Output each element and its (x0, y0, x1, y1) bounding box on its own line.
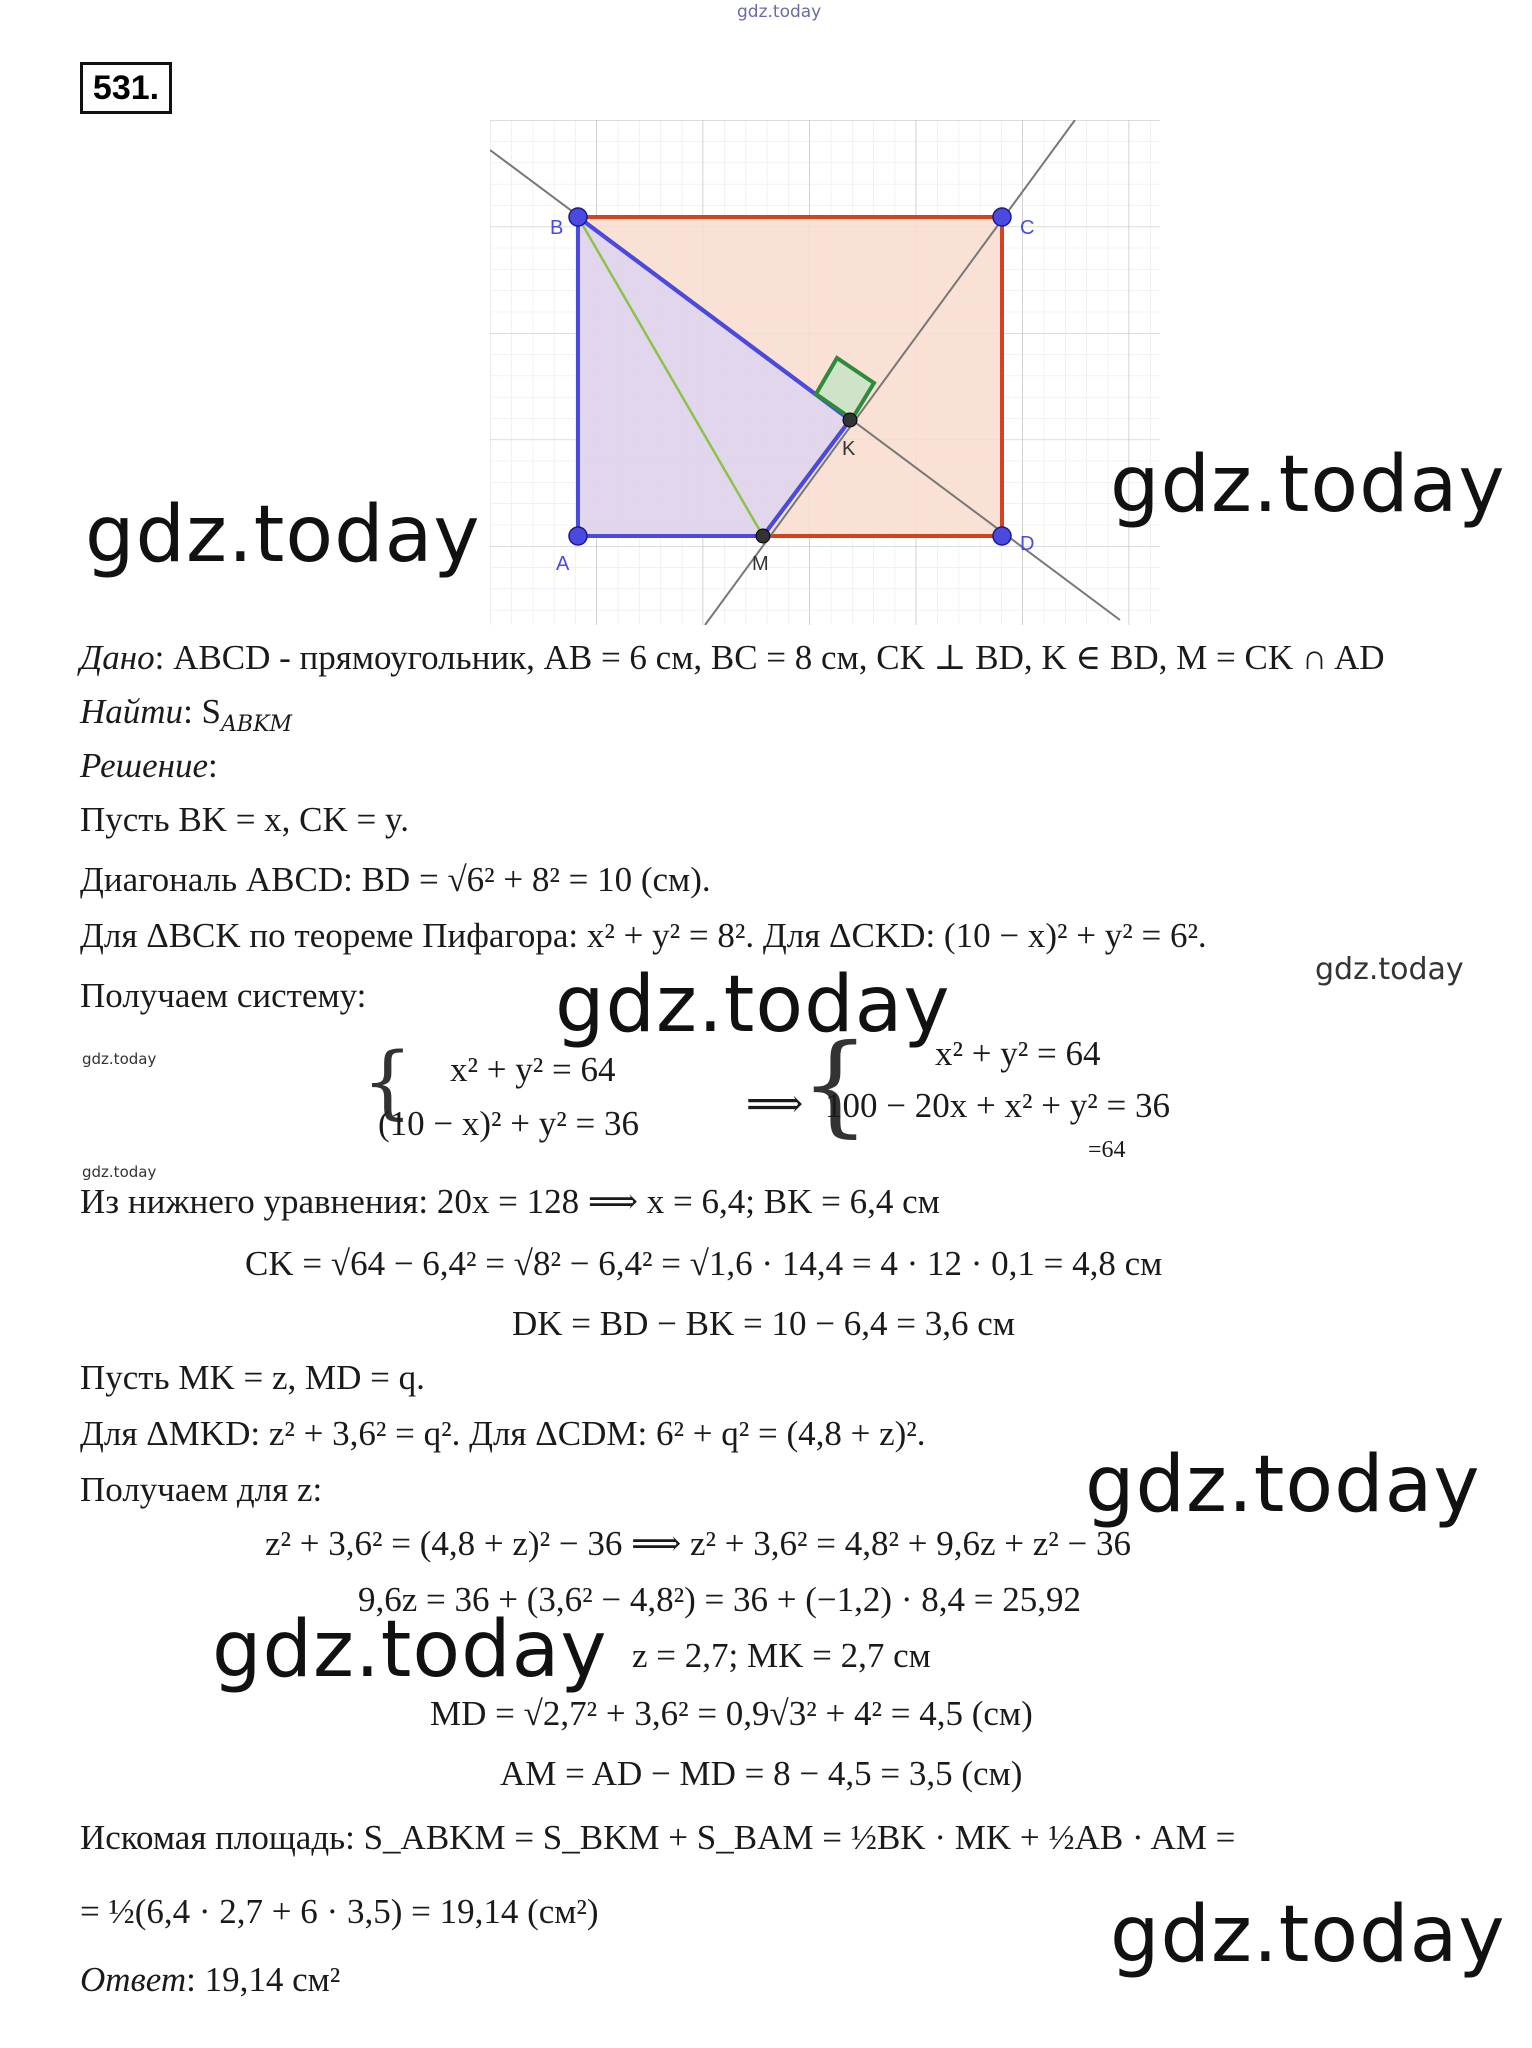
system-left-1: x² + y² = 64 (450, 1050, 616, 1089)
equation-5: AM = AD − MD = 8 − 4,5 = 3,5 (см) (500, 1754, 1023, 1793)
watermark-tiny-2: gdz.today (82, 1163, 157, 1181)
label-b: B (550, 217, 564, 239)
given-label: Дано (80, 638, 155, 677)
find-subscript: ABKM (221, 712, 293, 737)
find-line (80, 688, 292, 749)
equation-4: MD = √2,7² + 3,6² = 0,9√3² + 4² = 4,5 (см) (430, 1694, 1033, 1733)
solution-line (80, 742, 218, 790)
system-intro: Получаем систему: (80, 976, 367, 1015)
answer-text: : 19,14 см² (186, 1960, 341, 1999)
area-line-1: Искомая площадь: S_ABKM = S_BKM + S_BAM = ½BK · MK + ½AB · AM = (80, 1818, 1236, 1857)
label-c: C (1020, 217, 1035, 239)
lower-equation-line: Из нижнего уравнения: 20x = 128 ⟹ x = 6,4; BK = 6,4 см (80, 1182, 940, 1221)
system-right-2: 100 − 20x + x² + y² = 36 (825, 1086, 1170, 1125)
left-brace: { (362, 1035, 413, 1128)
solution-label: Решение (80, 746, 209, 785)
point-c (993, 208, 1011, 226)
point-m (756, 529, 770, 543)
point-b (569, 208, 587, 226)
system-right-1: x² + y² = 64 (935, 1034, 1101, 1073)
watermark-5: gdz.today (212, 1605, 608, 1695)
label-k: K (842, 438, 856, 460)
answer-line (80, 1956, 340, 2004)
implies-arrow: ⟹ (746, 1081, 804, 1126)
system-left-2: (10 − x)² + y² = 36 (378, 1104, 640, 1143)
let1-line: Пусть BK = x, CK = y. (80, 800, 410, 839)
equation-1: z² + 3,6² = (4,8 + z)² − 36 ⟹ z² + 3,6² = 4,8² + 9,6z + z² − 36 (265, 1524, 1132, 1563)
ck-line: CK = √64 − 6,4² = √8² − 6,4² = √1,6 · 14,4 = 4 · 12 · 0,1 = 4,8 см (245, 1244, 1163, 1283)
answer-label: Ответ (80, 1960, 187, 1999)
point-d (993, 527, 1011, 545)
watermark-3: gdz.today (555, 960, 951, 1050)
right-brace: { (800, 1020, 870, 1148)
point-k (843, 413, 857, 427)
geometry-figure (490, 120, 1160, 625)
diagonal-line: Диагональ ABCD: BD = √6² + 8² = 10 (см). (80, 860, 711, 899)
given-line (80, 634, 1385, 682)
watermark-4: gdz.today (1085, 1440, 1481, 1530)
pythagoras-line-1: Для ΔBCK по теореме Пифагора: x² + y² = 8². Для ΔCKD: (10 − x)² + y² = 6². (80, 916, 1207, 955)
label-d: D (1020, 533, 1035, 555)
task-number: 531. (80, 62, 172, 114)
label-a: A (556, 553, 570, 575)
dk-line: DK = BD − BK = 10 − 6,4 = 3,6 см (512, 1304, 1015, 1343)
given-text: : ABCD - прямоугольник, AB = 6 см, BC = 8 см, CK ⊥ BD, K ∈ BD, M = CK ∩ AD (154, 638, 1385, 677)
site-header-watermark: gdz.today (737, 2, 822, 22)
let2-line: Пусть MK = z, MD = q. (80, 1358, 425, 1397)
area-line-2: = ½(6,4 · 2,7 + 6 · 3,5) = 19,14 (см²) (80, 1892, 599, 1931)
for-z-line: Получаем для z: (80, 1470, 323, 1509)
find-label: Найти (80, 692, 184, 731)
watermark-1: gdz.today (85, 490, 481, 580)
solution-colon: : (208, 746, 218, 785)
equation-2: 9,6z = 36 + (3,6² − 4,8²) = 36 + (−1,2) · 8,4 = 25,92 (358, 1580, 1081, 1619)
equation-3: z = 2,7; MK = 2,7 см (632, 1636, 931, 1675)
find-text: : S (183, 692, 222, 731)
label-m: M (752, 553, 769, 575)
watermark-6: gdz.today (1110, 1890, 1506, 1980)
watermark-tiny-1: gdz.today (82, 1050, 157, 1068)
system-right-under: =64 (1088, 1137, 1126, 1163)
watermark-small-1: gdz.today (1315, 952, 1464, 987)
watermark-2: gdz.today (1110, 440, 1506, 530)
pythagoras-line-2: Для ΔMKD: z² + 3,6² = q². Для ΔCDM: 6² + q² = (4,8 + z)². (80, 1414, 926, 1453)
point-a (569, 527, 587, 545)
